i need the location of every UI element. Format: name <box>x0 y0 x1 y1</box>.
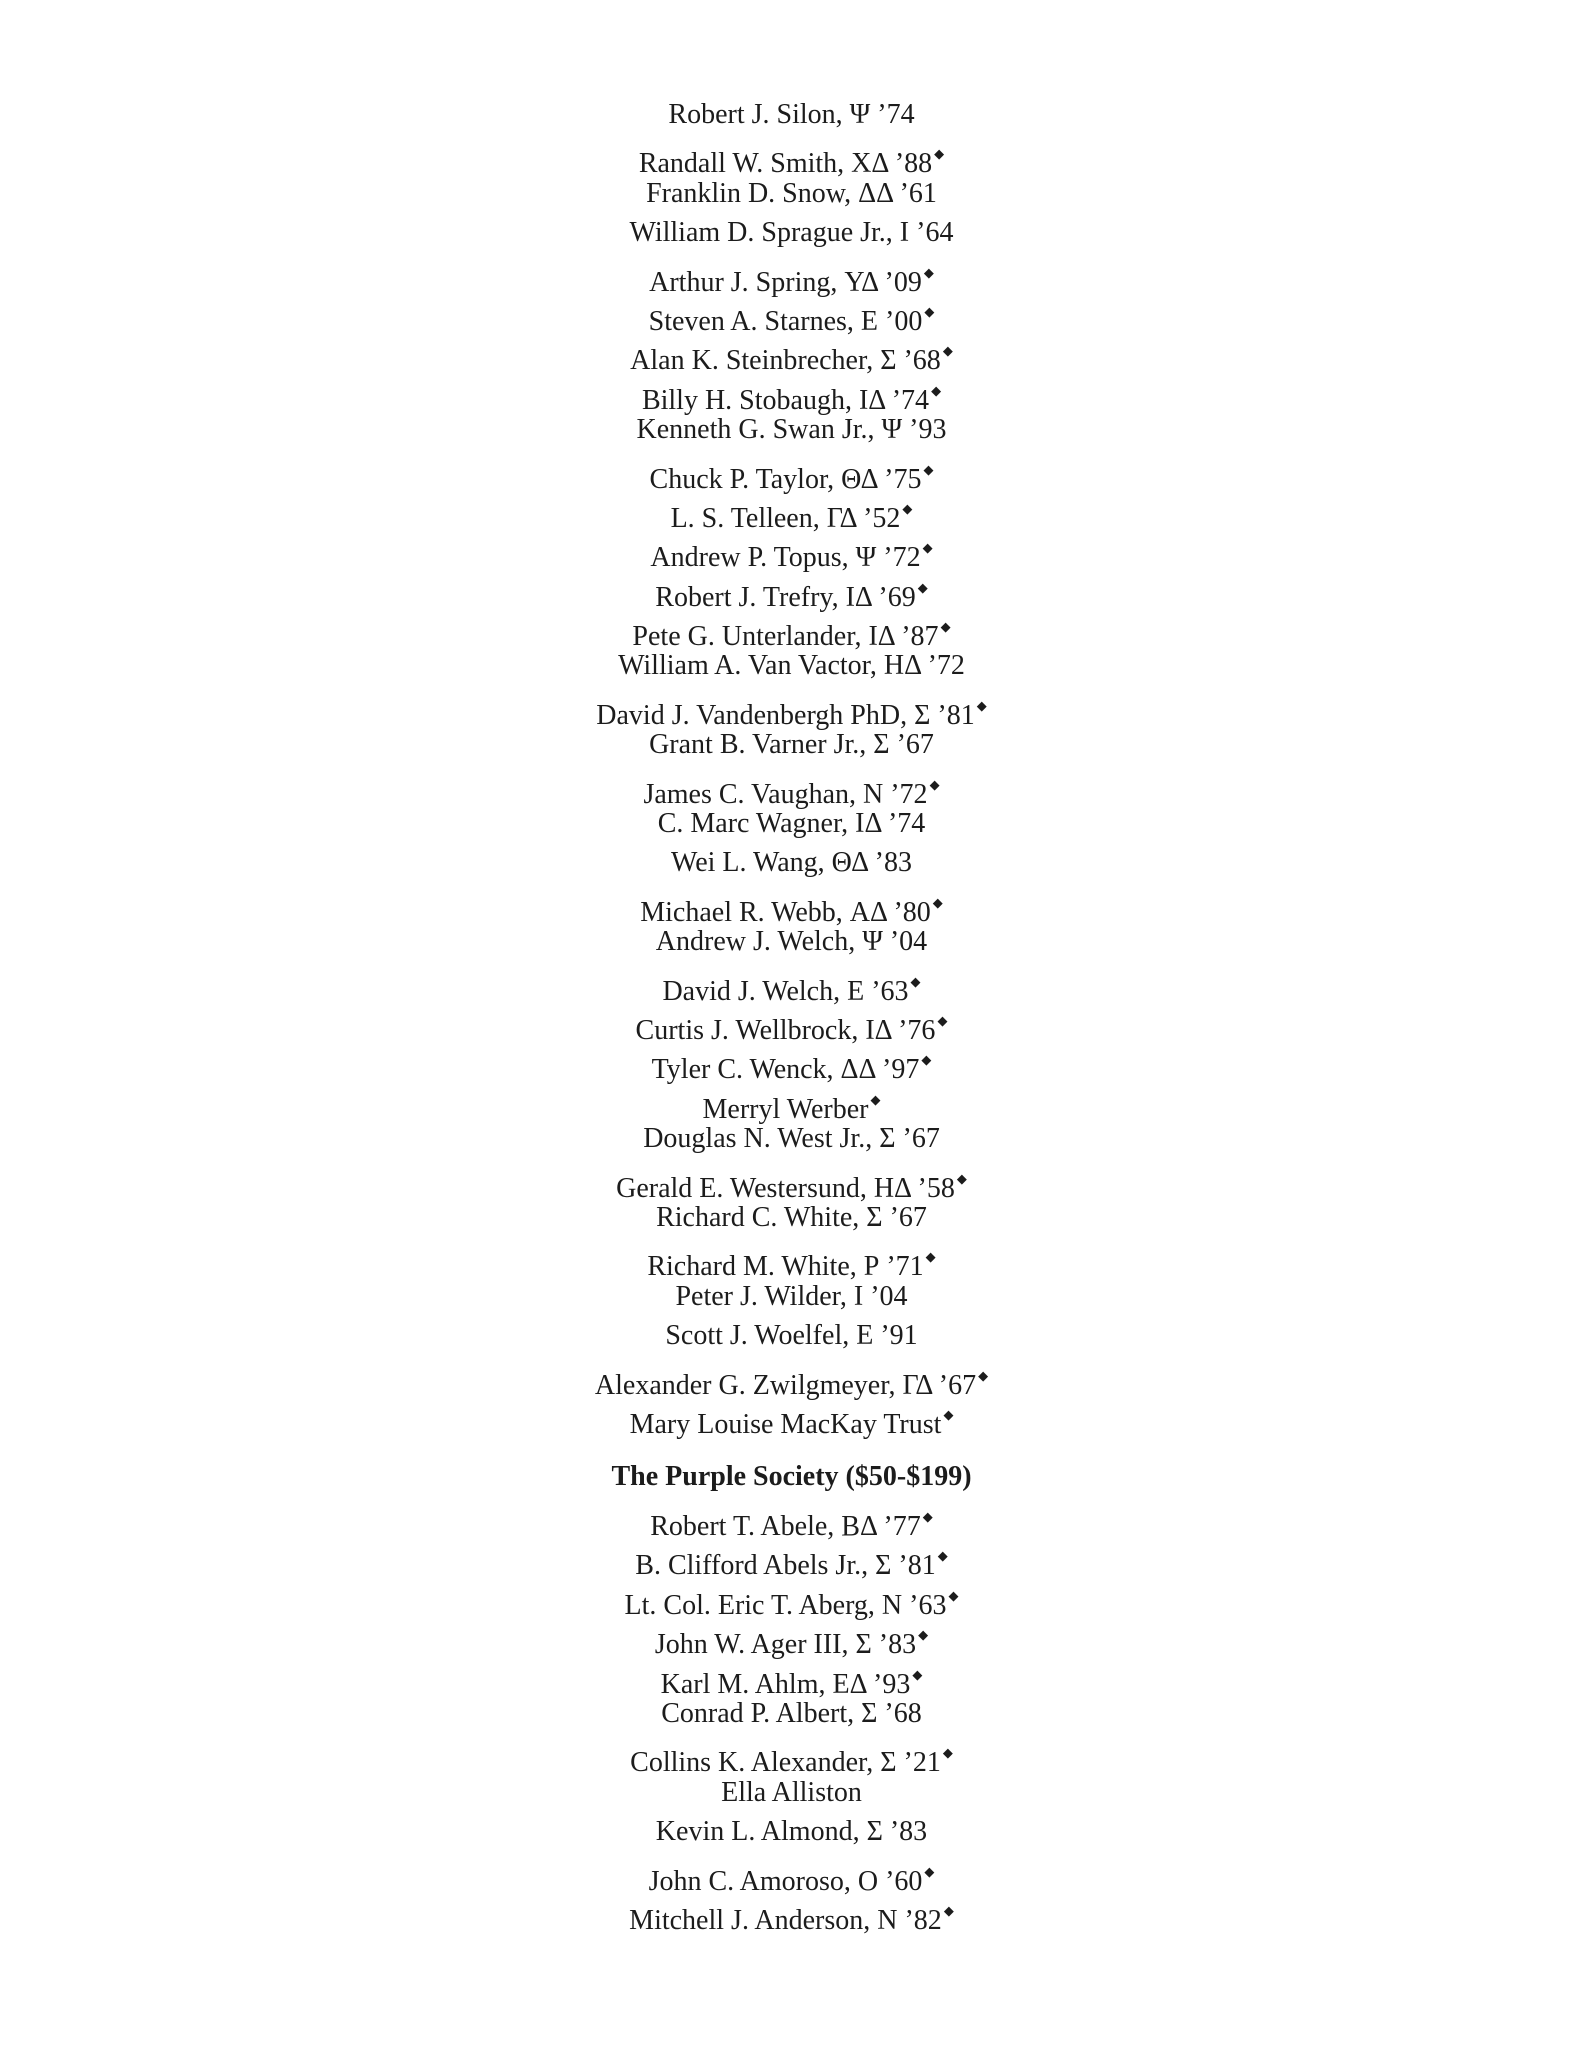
donor-name: Andrew J. Welch, Ψ ’04 <box>655 926 928 958</box>
donor-entry <box>0 686 1583 731</box>
donor-name: Grant B. Varner Jr., Σ ’67 <box>649 729 934 761</box>
donor-name: John W. Ager III, Σ ’83 <box>654 1629 917 1661</box>
donor-name: Michael R. Webb, ΑΔ ’80 <box>640 896 931 928</box>
donor-name: Billy H. Stobaugh, ΙΔ ’74 <box>641 384 930 416</box>
diamond-icon: ◆ <box>923 461 934 477</box>
diamond-icon: ◆ <box>937 1012 948 1028</box>
diamond-icon: ◆ <box>918 1627 929 1643</box>
donor-name: Conrad P. Albert, Σ ’68 <box>661 1697 922 1729</box>
donor-name: Alexander G. Zwilgmeyer, ΓΔ ’67 <box>594 1369 977 1401</box>
donor-name: Curtis J. Wellbrock, ΙΔ ’76 <box>635 1014 936 1046</box>
diamond-icon: ◆ <box>912 1666 923 1682</box>
donor-entry <box>0 331 1583 377</box>
donor-name: Richard M. White, Ρ ’71 <box>647 1251 924 1283</box>
diamond-icon: ◆ <box>934 146 945 162</box>
diamond-icon: ◆ <box>922 1509 933 1524</box>
diamond-icon: ◆ <box>937 1548 948 1564</box>
donor-name: Douglas N. West Jr., Σ ’67 <box>643 1123 940 1155</box>
donor-name: Ella Alliston <box>721 1776 862 1808</box>
donor-entry <box>0 1536 1583 1582</box>
donor-name: Peter J. Wilder, Ι ’04 <box>675 1280 908 1312</box>
donor-entry <box>0 725 1583 764</box>
donor-entry <box>0 134 1583 180</box>
donor-name: Pete G. Unterlander, ΙΔ ’87 <box>632 621 939 653</box>
donor-entry <box>0 1773 1583 1812</box>
diamond-icon: ◆ <box>943 1406 954 1422</box>
donor-entry <box>0 568 1583 613</box>
donor-name: B. Clifford Abels Jr., Σ ’81 <box>635 1550 936 1582</box>
donor-name: Collins K. Alexander, Σ ’21 <box>630 1747 941 1779</box>
donor-name: Wei L. Wang, ΘΔ ’83 <box>671 847 912 879</box>
diamond-icon: ◆ <box>978 1367 989 1383</box>
donor-entry <box>0 843 1583 882</box>
donor-entry <box>0 1040 1583 1086</box>
donor-name: L. S. Telleen, ΓΔ ’52 <box>670 502 901 534</box>
donor-entry <box>0 1694 1583 1733</box>
diamond-icon: ◆ <box>932 894 943 910</box>
donor-entry <box>0 1576 1583 1621</box>
donor-entry <box>0 804 1583 843</box>
donor-entry <box>0 1159 1583 1204</box>
diamond-icon: ◆ <box>921 1052 932 1068</box>
donor-entry <box>0 1395 1583 1440</box>
diamond-icon: ◆ <box>929 776 940 792</box>
donor-entry <box>0 1497 1583 1542</box>
donor-entry <box>0 646 1583 685</box>
diamond-icon: ◆ <box>948 1587 959 1603</box>
donor-name: David J. Welch, Ε ’63 <box>662 975 909 1007</box>
donor-name: Mitchell J. Anderson, Ν ’82 <box>629 1904 942 1936</box>
donor-entry <box>0 765 1583 810</box>
donor-name: Gerald E. Westersund, ΗΔ ’58 <box>616 1172 955 1204</box>
donor-entry <box>0 1119 1583 1158</box>
section-title: The Purple Society ($50-$199) <box>611 1461 972 1492</box>
donor-entry <box>0 489 1583 534</box>
donor-name: Andrew P. Topus, Ψ ’72 <box>650 542 921 574</box>
donor-entry <box>0 95 1583 134</box>
diamond-icon: ◆ <box>924 303 935 319</box>
donor-entry <box>0 1733 1583 1779</box>
donor-name: David J. Vandenbergh PhD, Σ ’81 <box>596 699 975 731</box>
donor-entry <box>0 174 1583 213</box>
diamond-icon: ◆ <box>924 1863 935 1879</box>
donor-entry <box>0 292 1583 337</box>
donor-name: Scott J. Woelfel, Ε ’91 <box>665 1320 918 1352</box>
donor-entry <box>0 607 1583 653</box>
diamond-icon: ◆ <box>910 973 921 989</box>
donor-name: Lt. Col. Eric T. Aberg, Ν ’63 <box>624 1589 947 1621</box>
diamond-icon: ◆ <box>902 500 913 516</box>
donor-name: Mary Louise MacKay Trust <box>629 1408 942 1440</box>
diamond-icon: ◆ <box>870 1091 881 1107</box>
diamond-icon: ◆ <box>917 579 928 595</box>
donor-name: Franklin D. Snow, ΔΔ ’61 <box>646 177 937 209</box>
donor-entry <box>0 1812 1583 1851</box>
diamond-icon: ◆ <box>943 1902 954 1918</box>
donor-name: Alan K. Steinbrecher, Σ ’68 <box>630 345 941 377</box>
diamond-icon: ◆ <box>940 619 951 635</box>
donor-entry <box>0 1080 1583 1125</box>
donor-entry <box>0 450 1583 495</box>
donor-name: Chuck P. Taylor, ΘΔ ’75 <box>649 463 922 495</box>
donor-entry <box>0 1852 1583 1897</box>
diamond-icon: ◆ <box>976 697 987 713</box>
donor-name: William D. Sprague Jr., Ι ’64 <box>629 217 954 249</box>
donor-entry <box>0 1316 1583 1355</box>
donor-entry <box>0 213 1583 252</box>
donor-name: Kevin L. Almond, Σ ’83 <box>655 1816 928 1848</box>
donor-name: Richard C. White, Σ ’67 <box>656 1201 927 1233</box>
donor-entry <box>0 1237 1583 1283</box>
diamond-icon: ◆ <box>925 1249 936 1265</box>
purple-society-donor-list <box>0 1497 1583 1936</box>
diamond-icon: ◆ <box>931 382 942 398</box>
donor-entry <box>0 922 1583 961</box>
donor-entry <box>0 1891 1583 1936</box>
donor-name: John C. Amoroso, Ο ’60 <box>648 1865 923 1897</box>
donor-entry <box>0 410 1583 449</box>
donor-entry <box>0 1356 1583 1401</box>
donor-name: Randall W. Smith, ΧΔ ’88 <box>638 148 933 180</box>
diamond-icon: ◆ <box>922 540 933 556</box>
donor-entry <box>0 1198 1583 1237</box>
donor-name: C. Marc Wagner, ΙΔ ’74 <box>657 808 926 840</box>
donor-name: Karl M. Ahlm, ΕΔ ’93 <box>660 1668 911 1700</box>
donor-entry <box>0 962 1583 1007</box>
diamond-icon: ◆ <box>942 343 953 359</box>
donor-list <box>0 95 1583 1440</box>
donor-entry <box>0 1615 1583 1661</box>
donor-name: Arthur J. Spring, ΥΔ ’09 <box>649 266 922 298</box>
donor-name: Robert T. Abele, ΒΔ ’77 <box>650 1511 921 1542</box>
donor-name: Robert J. Silon, Ψ ’74 <box>668 99 915 130</box>
donor-name: Steven A. Starnes, Ε ’00 <box>648 305 923 337</box>
donor-entry <box>0 528 1583 574</box>
purple-society-section <box>0 1457 1583 1936</box>
donor-entry <box>0 883 1583 928</box>
diamond-icon: ◆ <box>956 1170 967 1186</box>
donor-entry <box>0 253 1583 298</box>
donor-name: Robert J. Trefry, ΙΔ ’69 <box>655 581 916 613</box>
donor-name: Tyler C. Wenck, ΔΔ ’97 <box>651 1054 920 1086</box>
donor-name: Merryl Werber <box>702 1093 869 1125</box>
donor-entry <box>0 1277 1583 1316</box>
diamond-icon: ◆ <box>923 264 934 280</box>
donor-name: James C. Vaughan, Ν ’72 <box>643 778 928 810</box>
donor-entry <box>0 1001 1583 1046</box>
donor-entry <box>0 371 1583 416</box>
donor-name: Kenneth G. Swan Jr., Ψ ’93 <box>636 414 947 446</box>
donor-name: William A. Van Vactor, ΗΔ ’72 <box>618 650 965 682</box>
diamond-icon: ◆ <box>942 1745 953 1761</box>
donor-entry <box>0 1655 1583 1700</box>
